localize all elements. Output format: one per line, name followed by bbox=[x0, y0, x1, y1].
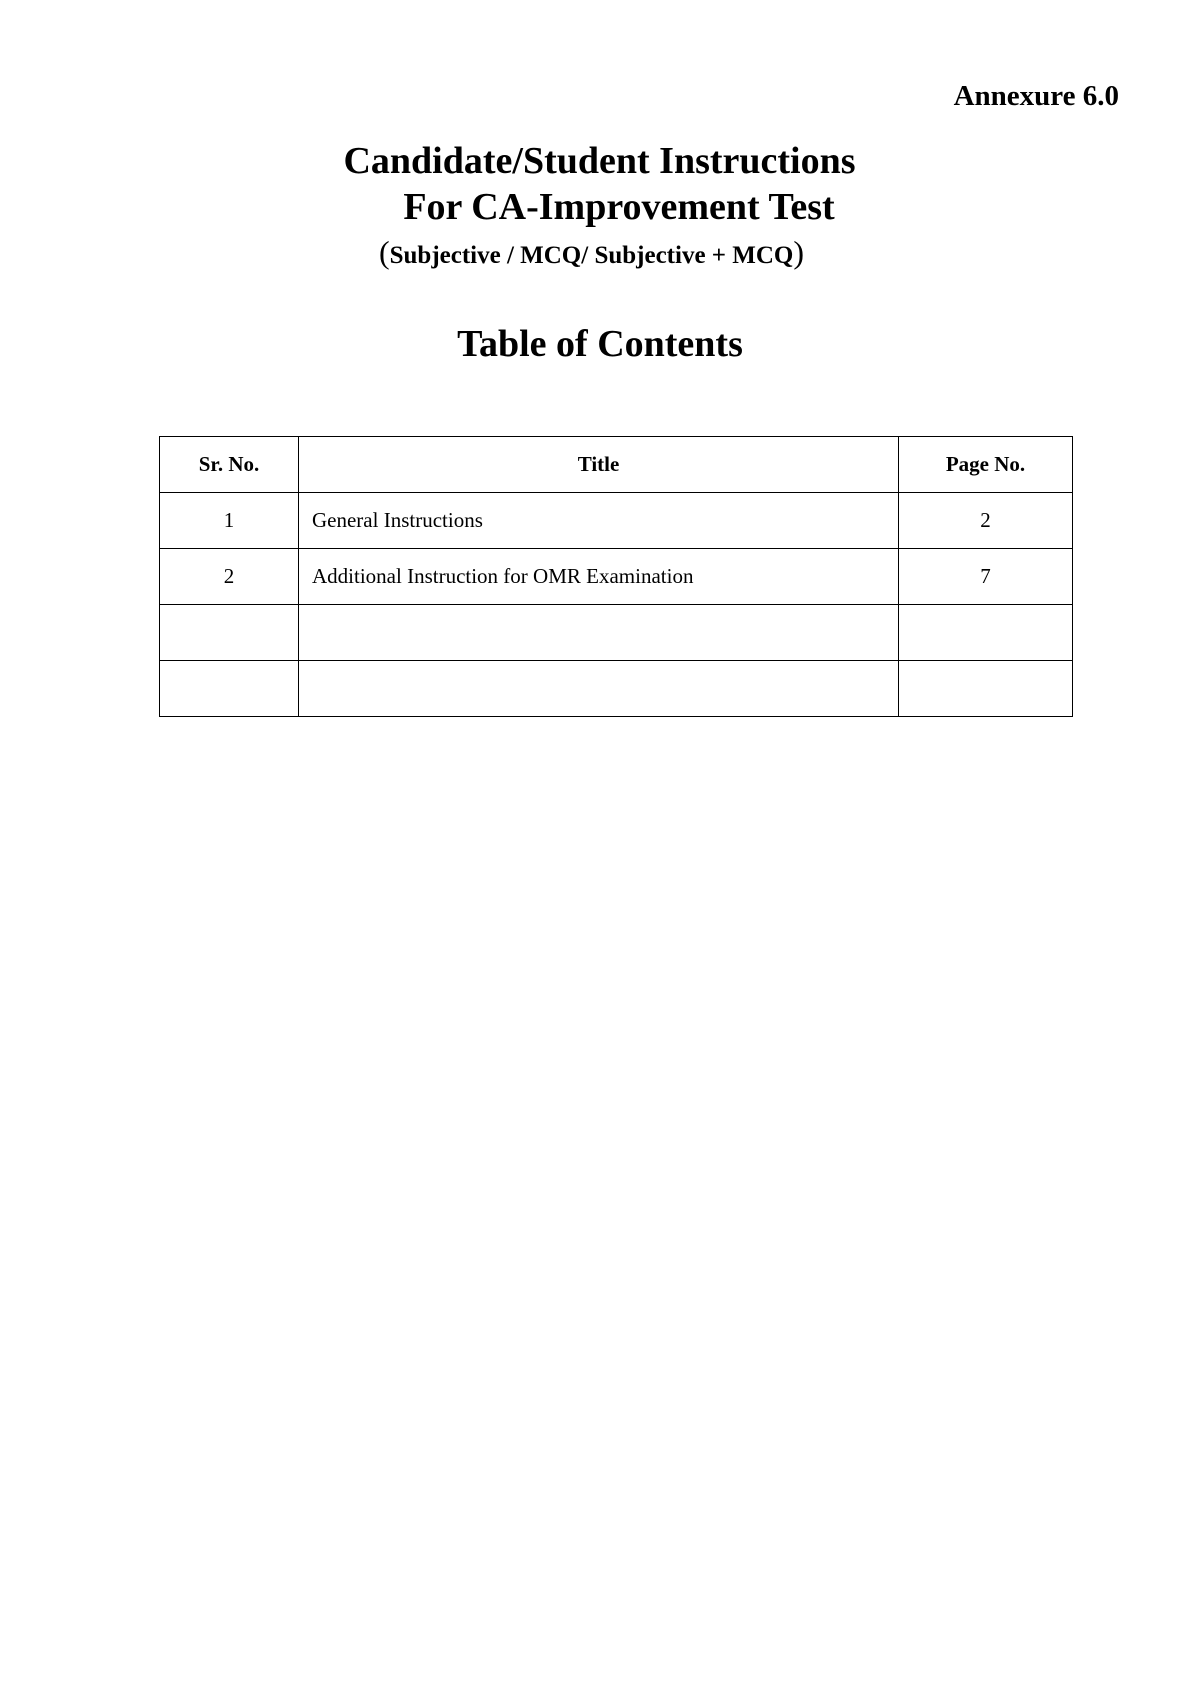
cell-sr-no bbox=[160, 605, 299, 661]
toc-heading: Table of Contents bbox=[457, 323, 743, 365]
subtitle-text: Subjective / MCQ/ Subjective + MCQ bbox=[389, 242, 794, 269]
title-subtitle bbox=[0, 232, 1200, 276]
subtitle-open-paren: ( bbox=[378, 234, 390, 270]
cell-title bbox=[299, 661, 899, 717]
cell-title bbox=[299, 605, 899, 661]
cell-sr-no bbox=[160, 661, 299, 717]
annexure-label: Annexure 6.0 bbox=[953, 80, 1119, 112]
header-sr-no: Sr. No. bbox=[160, 437, 299, 493]
header-page-no: Page No. bbox=[899, 437, 1073, 493]
toc-table bbox=[159, 436, 1073, 717]
document-title bbox=[0, 138, 1200, 276]
cell-page-no bbox=[899, 661, 1073, 717]
header-title: Title bbox=[299, 437, 899, 493]
table-row bbox=[160, 661, 1073, 717]
cell-page-no: 7 bbox=[899, 549, 1073, 605]
cell-title: Additional Instruction for OMR Examination bbox=[299, 549, 899, 605]
cell-page-no bbox=[899, 605, 1073, 661]
table-row bbox=[160, 549, 1073, 605]
subtitle-close-paren: ) bbox=[793, 234, 805, 270]
table-header-row bbox=[160, 437, 1073, 493]
cell-sr-no: 2 bbox=[160, 549, 299, 605]
table-row bbox=[160, 493, 1073, 549]
title-line-2: For CA-Improvement Test bbox=[403, 186, 835, 228]
cell-title: General Instructions bbox=[299, 493, 899, 549]
table-row bbox=[160, 605, 1073, 661]
cell-page-no: 2 bbox=[899, 493, 1073, 549]
cell-sr-no: 1 bbox=[160, 493, 299, 549]
title-line-1: Candidate/Student Instructions bbox=[343, 140, 856, 182]
